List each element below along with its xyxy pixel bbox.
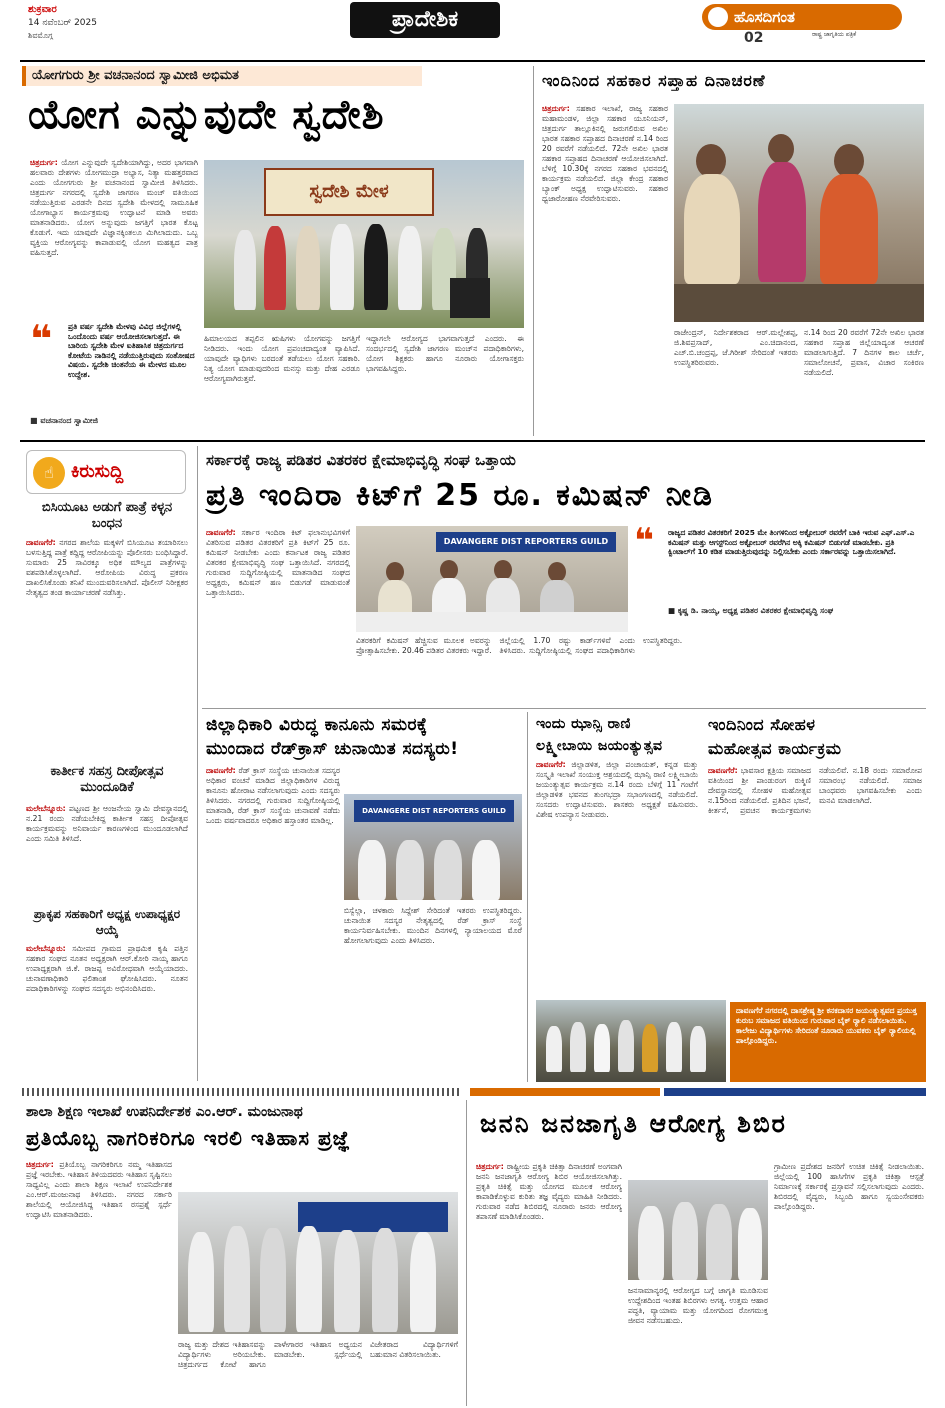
brand-name: ಹೊಸದಿಗಂತ [734, 8, 795, 26]
sun-emblem-icon [708, 7, 728, 27]
hand-icon: ☝ [33, 457, 65, 489]
health-photo [628, 1180, 768, 1280]
indira-quote-box [634, 521, 922, 622]
health-body-text1: ರಾಷ್ಟ್ರೀಯ ಪ್ರಕೃತಿ ಚಿಕಿತ್ಸಾ ದಿನಾಚರಣೆ ಅಂಗವಾಗಿ ಜನನಿ ಜನಜಾಗೃತಿ ಆರೋಗ್ಯ ಶಿಬಿರ ಆಯೋಜಿಸಲಾಗಿತ್ತು. ಪ್ರಕೃತಿ ಚಿಕಿತ್ಸೆ ಮತ್ತು ಯೋಗದ ಮೂಲಕ ಆರೋಗ್ಯ ಕಾಪಾಡಿಕೊಳ್ಳುವ ಕುರಿತು ತಜ್ಞ ವೈದ್ಯರು ಮಾಹಿತಿ ನೀಡಿದರು. ಗುರುವಾರ ನಡೆದ ಶಿಬಿರದಲ್ಲಿ ನೂರಾರು ಜನರು ಆರೋಗ್ಯ ತಪಾಸಣೆ ಮಾಡಿಸಿಕೊಂಡರು. [476, 1162, 622, 1221]
lakshmibai-headline: ಲಕ್ಷ್ಮೀಬಾಯಿ ಜಯಂತ್ಯುತ್ಸವ [536, 738, 663, 754]
indira-photo [356, 526, 628, 632]
yoga-place: ಚಿತ್ರದುರ್ಗ: [30, 158, 58, 167]
col-divider-4 [466, 1100, 467, 1406]
rule-indira-bottom [202, 708, 926, 709]
kiru-suddi-label: ಕಿರುಸುದ್ದಿ [71, 461, 124, 482]
indira-place: ದಾವಣಗೆರೆ: [206, 528, 236, 537]
article-indira-kit [202, 446, 926, 708]
redcross-body-text1: ರೆಡ್ ಕ್ರಾಸ್ ಸಂಸ್ಥೆಯ ಚುನಾಯಿತ ಸದಸ್ಯರ ಅಧಿಕಾರ ವಂಚನೆ ಮಾಡಿದ ಜಿಲ್ಲಾಧಿಕಾರಿಗಳ ವಿರುದ್ಧ ಕಾನೂನು ಹೋರಾಟ ನಡೆಸಲಾಗುವುದು ಎಂದು ಸದಸ್ಯರು ತಿಳಿಸಿದರು. ನಗರದಲ್ಲಿ ಗುರುವಾರ ಸುದ್ದಿಗೋಷ್ಠಿಯಲ್ಲಿ ಮಾತನಾಡಿ, ರೆಡ್ ಕ್ರಾಸ್ ಸಂಸ್ಥೆಯ ಚುನಾವಣೆ ನಡೆದು ಒಂದು ವರ್ಷವಾದರೂ ಅಧಿಕಾರ ಹಸ್ತಾಂತರ ಮಾಡಿಲ್ಲ. [206, 766, 340, 825]
sahakara-body-col3 [804, 328, 924, 432]
yoga-body-col3 [366, 334, 524, 430]
redcross-place: ದಾವಣಗೆರೆ: [206, 766, 236, 775]
section-title-text: ಪ್ರಾದೇಶಿಕ [391, 7, 459, 32]
masthead-rule [20, 60, 925, 62]
kiru-text-3: ಸಮೀಪದ ಗ್ರಾಮದ ಪ್ರಾಥಮಿಕ ಕೃಷಿ ಪತ್ತಿನ ಸಹಕಾರ ಸಂಘದ ನೂತನ ಅಧ್ಯಕ್ಷರಾಗಿ ಆರ್.ಕೋರಿ ನಾಯ್ಕ ಹಾಗೂ ಉಪಾಧ್ಯಕ್ಷರಾಗಿ ಜಿ.ಕೆ. ರಾಜಪ್ಪ ಅವಿರೋಧವಾಗಿ ಆಯ್ಕೆಯಾದರು. ಚುನಾವಣಾಧಿಕಾರಿ ಫಲಿತಾಂಶ ಘೋಷಿಸಿದರು. ನೂತನ ಪದಾಧಿಕಾರಿಗಳನ್ನು ಸಂಘದ ಸದಸ್ಯರು ಅಭಿನಂದಿಸಿದರು. [26, 944, 188, 993]
indira-quote-mark-icon: ❝ [634, 521, 654, 561]
yoga-kicker [22, 66, 422, 86]
yoga-headline: ಯೋಗ ಎನ್ನುವುದೇ ಸ್ವದೇಶಿ [28, 92, 385, 138]
bike-rally-caption [730, 1002, 926, 1082]
page-number: 02 [744, 30, 764, 46]
indira-body-text2: ವಿತರಕರಿಗೆ ಕಮಿಷನ್ ಹೆಚ್ಚಿಸುವ ಮೂಲಕ ಅವರನ್ನು ಪ್ರೋತ್ಸಾಹಿಸಬೇಕು. 20.46 ಪಡಿತರ ವಿತರಕರು ಇದ್ದಾರೆ. ಜಿಲ್ಲೆಯಲ್ಲಿ 1.70 ರಷ್ಟು ಕಾರ್ಡ್‌ಗಳಿವೆ ಎಂದು ತಿಳಿಸಿದರು. ಸುದ್ದಿಗೋಷ್ಠಿಯಲ್ಲಿ ಸಂಘದ ಪದಾಧಿಕಾರಿಗಳು ಉಪಸ್ಥಿತರಿದ್ದರು. [356, 636, 683, 655]
article-history [22, 1100, 462, 1406]
indira-quote-text: ರಾಜ್ಯದ ಪಡಿತರ ವಿತರಕರಿಗೆ 2025 ಮೇ ತಿಂಗಳಿನಿಂದ ಅಕ್ಟೋಬರ್ ರವರೆಗೆ ಬಾಕಿ ಇರುವ ಎಫ್.ಎಸ್.ಎ ಕಮಿಷನ್ ಮತ್ತು ಆಗಸ್ಟ್‌ನಿಂದ ಅಕ್ಟೋಬರ್ ರವರೆಗಿನ ಅಕ್ಕಿ ಕಮಿಷನ್ ಬಿಡುಗಡೆ ಮಾಡಬೇಕು. ಪ್ರತಿ ಕ್ವಿಂಟಾಲ್‌ಗೆ 10 ಕಡಿತ ಮಾಡುತ್ತಿರುವುದನ್ನು ನಿಲ್ಲಿಸಬೇಕು ಎಂದು ಸರ್ಕಾರವನ್ನು ಒತ್ತಾಯಿಸಲಾಗಿದೆ. [668, 528, 915, 557]
health-body-col1 [476, 1162, 622, 1404]
indira-quote-author-name: ಕೃಷ್ಣ ಡಿ. ನಾಯ್ಕ, ಅಧ್ಯಕ್ಷ ಪಡಿತರ ವಿತರಕರ ಕ್ಷೇಮಾಭಿವೃದ್ಧಿ ಸಂಘ [677, 606, 834, 615]
history-headline: ಪ್ರತಿಯೊಬ್ಬ ನಾಗರಿಕರಿಗೂ ಇರಲಿ ಇತಿಹಾಸ ಪ್ರಜ್ಞೆ [26, 1126, 351, 1150]
sahakara-body-text2: ಬೆಳಿಗ್ಗೆ 10.30ಕ್ಕೆ ನಗರದ ಸಹಕಾರ ಭವನದಲ್ಲಿ ಕಾರ್ಯಕ್ರಮ ನಡೆಯಲಿದೆ. ಜಿಲ್ಲಾ ಕೇಂದ್ರ ಸಹಕಾರ ಬ್ಯಾಂಕ್ ಅಧ್ಯಕ್ಷ ಉದ್ಘಾಟಿಸುವರು. ಸಹಕಾರ ಧ್ವಜಾರೋಹಣ ನೆರವೇರಿಸುವರು. [542, 164, 668, 203]
sahakara-headline: ಇಂದಿನಿಂದ ಸಹಕಾರ ಸಪ್ತಾಹ ದಿನಾಚರಣೆ [542, 71, 766, 90]
sohala-headline-1: ಇಂದಿನಿಂದ ಸೋಹಳ [708, 715, 816, 734]
sahakara-body-text4: ನ.14 ರಿಂದ 20 ರವರೆಗೆ 72ನೇ ಅಖಿಲ ಭಾರತ ಸಹಕಾರ ಸಪ್ತಾಹ ಜಿಲ್ಲೆಯಾದ್ಯಂತ ಆಚರಣೆ ಮಾಡಲಾಗುತ್ತಿದೆ. 7 ದಿನಗಳ ಕಾಲ ಚರ್ಚೆ, ಸಮಾಲೋಚನೆ, ಪ್ರವಾಸ, ವಿಚಾರ ಸಂಕಿರಣ ನಡೆಯಲಿದೆ. [804, 328, 924, 377]
indira-body-col1 [206, 528, 350, 704]
yoga-body-text3: ಇದ್ದಾಗಲೇ ಆರೋಗ್ಯದ ಭಾಗವಾಗುತ್ತದೆ ಎಂದರು. ಈ ಸಂದರ್ಭದಲ್ಲಿ ಸ್ವದೇಶಿ ಜಾಗರಣ ಮಂಚ್‌ನ ಪದಾಧಿಕಾರಿಗಳು, ಯೋಗ ಶಿಕ್ಷಕರು ಹಾಗೂ ನೂರಾರು ಯೋಗಾಸಕ್ತರು ಭಾಗವಹಿಸಿದ್ದರು. [366, 334, 524, 373]
history-photo [178, 1192, 458, 1334]
kiru-place-2: ಮಲೇಬೆನ್ನೂರು: [26, 804, 66, 813]
yoga-body-col2 [204, 334, 360, 430]
yoga-body-text2: ಹಿಮಾಲಯದ ತಪ್ಪಲಿನ ಋಷಿಗಳು ಯೋಗವನ್ನು ಜಗತ್ತಿಗೆ ನೀಡಿದರು. ಇಂದು ಯೋಗ ಪ್ರಪಂಚದಾದ್ಯಂತ ವ್ಯಾಪಿಸಿದೆ. ಯಾವುದೇ ವ್ಯಾಧಿಗಳು ಬರದಂತೆ ತಡೆಯಲು ಯೋಗ ಸಹಕಾರಿ. ನಿತ್ಯ ಯೋಗ ಮಾಡುವುದರಿಂದ ಮನಸ್ಸು ಮತ್ತು ದೇಹ ಎರಡೂ ಆರೋಗ್ಯವಾಗಿರುತ್ತವೆ. [204, 334, 360, 383]
indira-headline: ಪ್ರತಿ ಇಂದಿರಾ ಕಿಟ್‌ಗೆ 25 ರೂ. ಕಮಿಷನ್ ನೀಡಿ [206, 478, 714, 513]
lakshmibai-body [536, 760, 698, 988]
redcross-body-col1 [206, 766, 340, 1078]
bottom-dotted-rule [22, 1088, 462, 1096]
kiru-headline-2: ಕಾರ್ತೀಕ ಸಹಸ್ರ ದೀಪೋತ್ಸವ ಮುಂದೂಡಿಕೆ [50, 764, 164, 795]
health-headline: ಜನನಿ ಜನಜಾಗೃತಿ ಆರೋಗ್ಯ ಶಿಬಿರ [480, 1109, 787, 1138]
sohala-body-text: ಭಾವಸಾರ ಕ್ಷತ್ರಿಯ ಸಮಾಜದ ವತಿಯಿಂದ ಶ್ರೀ ಪಾಂಡುರಂಗ ರುಕ್ಮಿಣಿ ದೇವಸ್ಥಾನದಲ್ಲಿ ಸೋಹಳ ಮಹೋತ್ಸವ ನ.15ರಿಂದ ನಡೆಯಲಿದೆ. ಪ್ರತಿದಿನ ಭಜನೆ, ಕೀರ್ತನೆ, ಪ್ರವಚನ ಕಾರ್ಯಕ್ರಮಗಳು ನಡೆಯಲಿವೆ. ನ.18 ರಂದು ಸಮಾರೋಪ ಸಮಾರಂಭ ನಡೆಯಲಿದೆ. ಸಮಾಜ ಬಾಂಧವರು ಭಾಗವಹಿಸಬೇಕು ಎಂದು ಮನವಿ ಮಾಡಲಾಗಿದೆ. [708, 766, 922, 815]
health-body-col3 [774, 1162, 924, 1404]
indira-body-text1: ಸರ್ಕಾರ ಇಂದಿರಾ ಕಿಟ್ ಫಲಾನುಭವಿಗಳಿಗೆ ವಿತರಿಸುವ ಪಡಿತರ ವಿತರಕರಿಗೆ ಪ್ರತಿ ಕಿಟ್‌ಗೆ 25 ರೂ. ಕಮಿಷನ್ ನೀಡಬೇಕು ಎಂದು ಕರ್ನಾಟಕ ರಾಜ್ಯ ಪಡಿತರ ವಿತರಕರ ಕ್ಷೇಮಾಭಿವೃದ್ಧಿ ಸಂಘ ಒತ್ತಾಯಿಸಿದೆ. ನಗರದಲ್ಲಿ ಗುರುವಾರ ಸುದ್ದಿಗೋಷ್ಠಿಯಲ್ಲಿ ಮಾತನಾಡಿದ ಸಂಘದ ಅಧ್ಯಕ್ಷರು, ಕಮಿಷನ್ ಹಣ ಬಿಡುಗಡೆ ಮಾಡುವಂತೆ ಒತ್ತಾಯಿಸಿದರು. [206, 528, 350, 597]
masthead [0, 0, 945, 44]
article-yoga [22, 66, 530, 436]
redcross-body-col2 [344, 906, 522, 1078]
history-body-text1: ಪ್ರತಿಯೊಬ್ಬ ನಾಗರಿಕರಿಗೂ ನಮ್ಮ ಇತಿಹಾಸದ ಪ್ರಜ್ಞೆ ಇರಬೇಕು. ಇತಿಹಾಸ ತಿಳಿಯದವರು ಇತಿಹಾಸ ಸೃಷ್ಟಿಸಲು ಸಾಧ್ಯವಿಲ್ಲ ಎಂದು ಶಾಲಾ ಶಿಕ್ಷಣ ಇಲಾಖೆ ಉಪನಿರ್ದೇಶಕ ಎಂ.ಆರ್.ಮಂಜುನಾಥ ತಿಳಿಸಿದರು. ನಗರದ ಸರ್ಕಾರಿ ಶಾಲೆಯಲ್ಲಿ ಆಯೋಜಿಸಿದ್ದ ಇತಿಹಾಸ ರಸಪ್ರಶ್ನೆ ಸ್ಪರ್ಧೆ ಉದ್ಘಾಟಿಸಿ ಮಾತನಾಡಿದರು. [26, 1160, 172, 1219]
lakshmibai-kicker: ಇಂದು ಝಾನ್ಸಿ ರಾಣಿ [536, 716, 631, 732]
sahakara-body-text3: ರಾಜೇಂದ್ರನ್, ನಿರ್ದೇಶಕರಾದ ಆರ್.ಮಲ್ಲೇಶಪ್ಪ, ಜಿ.ಶಿವಪ್ರಸಾದ್, ಎಂ.ಚಿದಾನಂದ, ಎಚ್.ಬಿ.ಚಂದ್ರಪ್ಪ, ಜೆ.ಗಿರೀಶ್ ಸೇರಿದಂತೆ ಇತರರು ಉಪಸ್ಥಿತರಿರುವರು. [674, 328, 798, 367]
bottom-orange-bar [470, 1088, 660, 1096]
brand-tagline: ರಾಷ್ಟ್ರ ಜಾಗೃತಿಯ ಪತ್ರಿಕೆ [812, 31, 857, 38]
history-body-col1 [26, 1160, 172, 1404]
kiru-suddi-header [26, 450, 186, 494]
history-body-col2 [178, 1340, 458, 1404]
history-place: ಚಿತ್ರದುರ್ಗ: [26, 1160, 54, 1169]
article-sahakara [538, 66, 926, 436]
masthead-day: ಶುಕ್ರವಾರ [28, 4, 57, 15]
lakshmibai-place: ದಾವಣಗೆರೆ: [536, 760, 566, 769]
bike-rally-photo [536, 1000, 726, 1082]
section-title [350, 2, 500, 38]
yoga-quote-author: ■ ವಚನಾನಂದ ಸ್ವಾಮೀಜಿ [30, 416, 98, 425]
sahakara-body-col2 [674, 328, 798, 432]
redcross-headline-1: ಜಿಲ್ಲಾಧಿಕಾರಿ ವಿರುದ್ಧ ಕಾನೂನು ಸಮರಕ್ಕೆ [206, 715, 428, 735]
sohala-body [708, 766, 922, 988]
yoga-body-text1: ಯೋಗ ಎನ್ನುವುದೇ ಸ್ವದೇಶಿಯಾಗಿದ್ದು, ಅದರ ಭಾಗವಾಗಿ ಹಲವಾರು ದೇಶಗಳು ಯೋಗಮುದ್ರಾ ಅಭ್ಯಾಸ, ನಿತ್ಯಾ ಮಹತ್ತರವಾದ ಎಂದು ಯೋಗಗುರು ಶ್ರೀ ವಚನಾನಂದ ಸ್ವಾಮೀಜಿ ತಿಳಿಸಿದರು. ಚಿತ್ರದುರ್ಗ ನಗರದಲ್ಲಿ ಸ್ವದೇಶಿ ಜಾಗರಣ ಮಂಚ್ ವತಿಯಿಂದ ನಡೆಯುತ್ತಿರುವ ಎರಡನೇ ದಿನದ ಸ್ವದೇಶಿ ಮೇಳದಲ್ಲಿ ಸಾಮೂಹಿಕ ಯೋಗಾಭ್ಯಾಸ ಕಾರ್ಯಕ್ರಮವು ಉದ್ಘಾಟನೆ ಮಾಡಿ ಅವರು ಮಾತನಾಡಿದರು. ಯೋಗ ಅನ್ನುವುದು ಜಗತ್ತಿಗೆ ಭಾರತ ಕೊಟ್ಟ ಕೊಡುಗೆ. ಇದು ಯಾವುದೇ ವಿಜ್ಞಾನಕ್ಕಿಂತಲೂ ಮಿಗಿಲಾದುದು. ಒಬ್ಬ ವ್ಯಕ್ತಿಯ ಆರೋಗ್ಯವನ್ನು ಕಾಪಾಡುವಲ್ಲಿ ಯೋಗ ಮಹತ್ವದ ಪಾತ್ರ ವಹಿಸುತ್ತದೆ. [30, 158, 198, 257]
article-sohala [704, 712, 926, 992]
sahakara-body-text1: ಸಹಕಾರ ಇಲಾಖೆ, ರಾಜ್ಯ ಸಹಕಾರ ಮಹಾಮಂಡಳ, ಜಿಲ್ಲಾ ಸಹಕಾರ ಯೂನಿಯನ್, ಚಿತ್ರದುರ್ಗ ತಾಲ್ಲೂಕಿನಲ್ಲಿ ಜರುಗಲಿರುವ ಅಖಿಲ ಭಾರತ ಸಹಕಾರ ಸಪ್ತಾಹದ ದಿನಾಚರಣೆ ನ.14 ರಿಂದ 20 ರವರೆಗೆ ನಡೆಯಲಿದೆ. 72ನೇ ಅಖಿಲ ಭಾರತ ಸಹಕಾರ ಸಪ್ತಾಹದ ದಿನಾಚರಣೆ ಆಯೋಜಿಸಲಾಗಿದೆ. [542, 104, 668, 163]
redcross-body-text2: ಬಿಸ್ವೆಲ್ಲಾ, ಚಳಕಾರು ಸಿದ್ದೇಶ್ ಸೇರಿದಂತೆ ಇತರರು ಉಪಸ್ಥಿತರಿದ್ದರು. ಚುನಾಯಿತ ಸದಸ್ಯರ ನೇತೃತ್ವದಲ್ಲಿ ರೆಡ್ ಕ್ರಾಸ್ ಸಂಸ್ಥೆ ಕಾರ್ಯನಿರ್ವಹಿಸಬೇಕು. ಮುಂದಿನ ದಿನಗಳಲ್ಲಿ ನ್ಯಾಯಾಲಯದ ಮೊರೆ ಹೋಗಲಾಗುವುದು ಎಂದು ತಿಳಿಸಿದರು. [344, 906, 522, 945]
sohala-headline-2: ಮಹೋತ್ಸವ ಕಾರ್ಯಕ್ರಮ [708, 739, 842, 758]
yoga-quote-box [30, 317, 198, 430]
kiru-suddi-column [22, 446, 192, 1081]
sahakara-place: ಚಿತ್ರದುರ್ಗ: [542, 104, 570, 113]
health-body-text2: ಜನಸಾಮಾನ್ಯರಲ್ಲಿ ಆರೋಗ್ಯದ ಬಗ್ಗೆ ಜಾಗೃತಿ ಮೂಡಿಸುವ ಉದ್ದೇಶದಿಂದ ಇಂತಹ ಶಿಬಿರಗಳು ಅಗತ್ಯ. ಉತ್ತಮ ಆಹಾರ ಪದ್ಧತಿ, ವ್ಯಾಯಾಮ ಮತ್ತು ಯೋಗದಿಂದ ರೋಗಮುಕ್ತ ಜೀವನ ನಡೆಸಬಹುದು. [628, 1286, 768, 1325]
health-body-text3: ಗ್ರಾಮೀಣ ಪ್ರದೇಶದ ಜನರಿಗೆ ಉಚಿತ ಚಿಕಿತ್ಸೆ ನೀಡಲಾಯಿತು. ಜಿಲ್ಲೆಯಲ್ಲಿ 100 ಹಾಸಿಗೆಗಳ ಪ್ರಕೃತಿ ಚಿಕಿತ್ಸಾ ಆಸ್ಪತ್ರೆ ನಿರ್ಮಾಣಕ್ಕೆ ಸರ್ಕಾರಕ್ಕೆ ಪ್ರಸ್ತಾವನೆ ಸಲ್ಲಿಸಲಾಗುವುದು ಎಂದರು. ಶಿಬಿರದಲ್ಲಿ ವೈದ್ಯರು, ಸಿಬ್ಬಂದಿ ಹಾಗೂ ಸ್ವಯಂಸೇವಕರು ಪಾಲ್ಗೊಂಡಿದ್ದರು. [774, 1162, 924, 1211]
history-kicker: ಶಾಲಾ ಶಿಕ್ಷಣ ಇಲಾಖೆ ಉಪನಿರ್ದೇಶಕ ಎಂ.ಆರ್. ಮಂಜುನಾಥ [26, 1104, 303, 1120]
kiru-text-2: ಪಟ್ಟಣದ ಶ್ರೀ ಆಂಜನೇಯ ಸ್ವಾಮಿ ದೇವಸ್ಥಾನದಲ್ಲಿ ನ.21 ರಂದು ನಡೆಯಬೇಕಿದ್ದ ಕಾರ್ತೀಕ ಸಹಸ್ರ ದೀಪೋತ್ಸವ ಕಾರ್ಯಕ್ರಮವನ್ನು ಅನಿವಾರ್ಯ ಕಾರಣಗಳಿಂದ ಮುಂದೂಡಲಾಗಿದೆ ಎಂದು ಸಮಿತಿ ತಿಳಿಸಿದೆ. [26, 804, 188, 843]
redcross-headline-2: ಮುಂದಾದ ರೆಡ್‌ಕ್ರಾಸ್ ಚುನಾಯಿತ ಸದಸ್ಯರು! [206, 739, 459, 759]
yoga-body-col1 [30, 158, 198, 348]
col-divider-2 [197, 446, 198, 1081]
masthead-date: 14 ನವೆಂಬರ್ 2025 [28, 18, 97, 28]
yoga-quote-text: ಪ್ರತಿ ವರ್ಷ ಸ್ವದೇಶಿ ಮೇಳವು ವಿವಿಧ ಜಿಲ್ಲೆಗಳಲ್ಲಿ ಒಂದೊಂದು ವರ್ಷ ಆಯೋಜಿಸಲಾಗುತ್ತದೆ. ಈ ಬಾರಿಯ ಸ್ವದೇಶಿ ಮೇಳ ಐತಿಹಾಸಿಕ ಚಿತ್ರದುರ್ಗದ ಕೋಟೆಯ ನಾಡಿನಲ್ಲಿ ನಡೆಯುತ್ತಿರುವುದು ಸಂತೋಷದ ವಿಷಯ. ಸ್ವದೇಶಿ ಚಿಂತನೆಯ ಈ ಮೇಳದ ಮೂಲ ಉದ್ದೇಶ. [68, 322, 195, 379]
section-rule-1 [20, 440, 925, 442]
indira-kicker: ಸರ್ಕಾರಕ್ಕೆ ರಾಜ್ಯ ಪಡಿತರ ವಿತರಕರ ಕ್ಷೇಮಾಭಿವೃದ್ಧಿ ಸಂಘ ಒತ್ತಾಯ [206, 451, 516, 469]
health-body-col2 [628, 1286, 768, 1404]
article-redcross [202, 712, 524, 1082]
sohala-place: ದಾವಣಗೆರೆ: [708, 766, 738, 775]
kiru-text-1: ನಗರದ ಶಾಲೆಯ ಮಕ್ಕಳಿಗೆ ಬಿಸಿಯೂಟ ತಯಾರಿಸಲು ಬಳಸುತ್ತಿದ್ದ ಪಾತ್ರೆ ಕದ್ದಿದ್ದ ಆರೋಪಿಯನ್ನು ಪೊಲೀಸರು ಬಂಧಿಸಿದ್ದಾರೆ. ಸುಮಾರು 25 ಸಾವಿರಕ್ಕೂ ಅಧಿಕ ಮೌಲ್ಯದ ಪಾತ್ರೆಗಳನ್ನು ವಶಪಡಿಸಿಕೊಳ್ಳಲಾಗಿದೆ. ಆರೋಪಿಯ ವಿರುದ್ಧ ಪ್ರಕರಣ ದಾಖಲಿಸಿಕೊಂಡು ತನಿಖೆ ಮುಂದುವರಿಸಲಾಗಿದೆ. ಪೊಲೀಸ್ ನಿರೀಕ್ಷಕರ ನೇತೃತ್ವದ ತಂಡ ಕಾರ್ಯಾಚರಣೆ ನಡೆಸಿತ್ತು. [26, 538, 188, 597]
col-divider-1 [533, 66, 534, 436]
redcross-photo [344, 794, 522, 900]
kiru-headline-3: ಪ್ರಾಕೃಪ ಸಹಕಾರಿಗೆ ಅಧ್ಯಕ್ಷ ಉಪಾಧ್ಯಕ್ಷರ ಆಯ್ಕೆ [33, 907, 181, 937]
masthead-city: ಶಿವಮೊಗ್ಗ [28, 31, 53, 40]
indira-banner-text: DAVANGERE DIST REPORTERS GUILD [443, 537, 609, 546]
health-place: ಚಿತ್ರದುರ್ಗ: [476, 1162, 504, 1171]
kiru-body-1 [26, 538, 188, 760]
kiru-place-3: ಮಲೇಬೆನ್ನೂರು: [26, 944, 66, 953]
swadeshi-banner: ಸ್ವದೇಶಿ ಮೇಳ [264, 168, 434, 216]
brand-logo [702, 4, 902, 30]
redcross-banner-text: DAVANGERE DIST REPORTERS GUILD [362, 807, 506, 815]
quote-mark-icon: ❝ [30, 317, 53, 361]
kiru-body-3 [26, 944, 188, 1076]
col-divider-3 [527, 712, 528, 1082]
bike-rally-caption-text: ದಾವಣಗೆರೆ ನಗರದಲ್ಲಿ ದಾಸಶ್ರೇಷ್ಠ ಶ್ರೀ ಕನಕದಾಸರ ಜಯಂತ್ಯುತ್ಸವದ ಪ್ರಯುಕ್ತ ಕುರುಬ ಸಮಾಜದ ವತಿಯಿಂದ ಗುರುವಾರ ಬೈಕ್ ರ‍್ಯಾಲಿ ನಡೆಸಲಾಯಿತು. ಕಾಲೇಜು ವಿದ್ಯಾರ್ಥಿಗಳು ಸೇರಿದಂತೆ ನೂರಾರು ಯುವಕರು ಬೈಕ್ ರ‍್ಯಾಲಿಯಲ್ಲಿ ಪಾಲ್ಗೊಂಡಿದ್ದರು. [736, 1006, 917, 1045]
lakshmibai-body-text: ಜಿಲ್ಲಾಡಳಿತ, ಜಿಲ್ಲಾ ಪಂಚಾಯತ್, ಕನ್ನಡ ಮತ್ತು ಸಂಸ್ಕೃತಿ ಇಲಾಖೆ ಸಂಯುಕ್ತ ಆಶ್ರಯದಲ್ಲಿ ಝಾನ್ಸಿ ರಾಣಿ ಲಕ್ಷ್ಮೀಬಾಯಿ ಜಯಂತ್ಯುತ್ಸವ ಕಾರ್ಯಕ್ರಮ ನ.14 ರಂದು ಬೆಳಿಗ್ಗೆ 11 ಗಂಟೆಗೆ ಜಿಲ್ಲಾಡಳಿತ ಭವನದ ತುಂಗಭದ್ರಾ ಸಭಾಂಗಣದಲ್ಲಿ ನಡೆಯಲಿದೆ. ಸಂಸದರು ಉದ್ಘಾಟಿಸುವರು. ಶಾಸಕರು ಅಧ್ಯಕ್ಷತೆ ವಹಿಸುವರು. ವಿಶೇಷ ಉಪನ್ಯಾಸ ನೀಡುವರು. [536, 760, 698, 819]
article-lakshmibai [532, 712, 700, 992]
bottom-blue-bar [664, 1088, 926, 1096]
kiru-place-1: ದಾವಣಗೆರೆ: [26, 538, 56, 547]
yoga-quote-author-name: ವಚನಾನಂದ ಸ್ವಾಮೀಜಿ [40, 416, 98, 425]
kiru-body-2 [26, 804, 188, 900]
indira-body-col2 [356, 636, 922, 704]
indira-photo-banner [436, 532, 616, 552]
yoga-kicker-text: ಯೋಗಗುರು ಶ್ರೀ ವಚನಾನಂದ ಸ್ವಾಮೀಜಿ ಅಭಿಮತ [32, 68, 239, 83]
redcross-photo-banner [354, 800, 514, 822]
indira-quote-author: ■ ಕೃಷ್ಣ ಡಿ. ನಾಯ್ಕ, ಅಧ್ಯಕ್ಷ ಪಡಿತರ ವಿತರಕರ ಕ್ಷೇಮಾಭಿವೃದ್ಧಿ ಸಂಘ [668, 606, 834, 615]
sahakara-body-col1 [542, 104, 668, 306]
kiru-headline-1: ಬಿಸಿಯೂಟ ಅಡುಗೆ ಪಾತ್ರೆ ಕಳ್ಳನ ಬಂಧನ [41, 500, 173, 531]
history-body-text2: ರಾಜ್ಯ ಮತ್ತು ದೇಶದ ಇತಿಹಾಸವನ್ನು ವಿದ್ಯಾರ್ಥಿಗಳು ಅರಿಯಬೇಕು. ಚಿತ್ರದುರ್ಗದ ಕೋಟೆ ಹಾಗೂ ಪಾಳೇಗಾರರ ಇತಿಹಾಸ ಅಧ್ಯಯನ ಮಾಡಬೇಕು. ಸ್ಪರ್ಧೆಯಲ್ಲಿ ವಿಜೇತರಾದ ವಿದ್ಯಾರ್ಥಿಗಳಿಗೆ ಬಹುಮಾನ ವಿತರಿಸಲಾಯಿತು. [178, 1340, 458, 1369]
yoga-photo [204, 160, 524, 328]
article-health-camp [472, 1100, 926, 1406]
sahakara-photo [674, 104, 924, 322]
